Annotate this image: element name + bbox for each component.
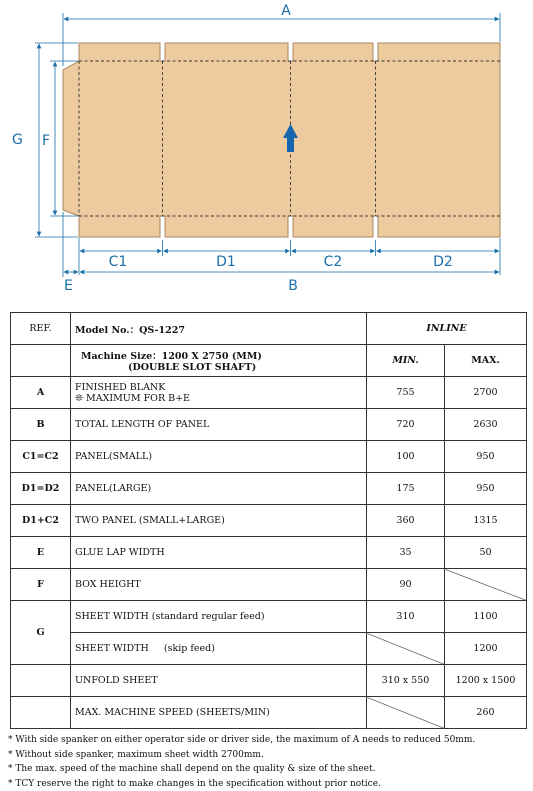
ref-cell: C1=C2: [11, 441, 71, 473]
footnote: * TCY reserve the right to make changes in the specification without prior notice.: [8, 777, 528, 791]
min-header: MIN.: [367, 345, 445, 377]
box-blank-diagram: [0, 0, 533, 300]
ref-header: REF.: [11, 313, 71, 345]
machine-size: Machine Size：1200 X 2750 (MM) (DOUBLE SLOT SHAFT): [71, 345, 367, 377]
table-row: [11, 697, 527, 729]
model-number: Model No.：QS-1227: [71, 313, 367, 345]
table-row: [11, 409, 527, 441]
ref-cell: E: [11, 537, 71, 569]
desc-cell: MAX. MACHINE SPEED (SHEETS/MIN): [71, 697, 367, 729]
ref-cell: [11, 697, 71, 729]
min-cell: 175: [367, 473, 445, 505]
desc-cell: SHEET WIDTH (skip feed): [71, 633, 367, 665]
min-cell: 100: [367, 441, 445, 473]
max-header: MAX.: [445, 345, 527, 377]
max-cell: 1100: [445, 601, 527, 633]
label-f: F: [42, 133, 50, 149]
table-row: [11, 537, 527, 569]
table-row: [11, 505, 527, 537]
label-d1: D1: [216, 254, 236, 270]
footnote: * With side spanker on either operator side or driver side, the maximum of A needs to reduced 50mm.: [8, 733, 528, 748]
table-row: [11, 441, 527, 473]
min-cell-na: [367, 697, 445, 729]
desc-cell: GLUE LAP WIDTH: [71, 537, 367, 569]
max-cell: 50: [445, 537, 527, 569]
min-cell: 310 x 550: [367, 665, 445, 697]
min-cell: 310: [367, 601, 445, 633]
max-cell: 950: [445, 441, 527, 473]
min-cell: 360: [367, 505, 445, 537]
table-row: [11, 633, 527, 665]
min-cell: 720: [367, 409, 445, 441]
max-cell: 1200: [445, 633, 527, 665]
ref-cell: F: [11, 569, 71, 601]
ref-cell: G: [11, 601, 71, 665]
ref-cell: D1+C2: [11, 505, 71, 537]
table-row: [11, 377, 527, 409]
footnotes: [8, 733, 528, 791]
label-e: E: [64, 278, 73, 294]
desc-cell: BOX HEIGHT: [71, 569, 367, 601]
max-cell: 2630: [445, 409, 527, 441]
min-cell: 755: [367, 377, 445, 409]
inline-header: INLINE: [367, 313, 527, 345]
desc-cell: TWO PANEL (SMALL+LARGE): [71, 505, 367, 537]
min-cell: 35: [367, 537, 445, 569]
desc-cell: PANEL(LARGE): [71, 473, 367, 505]
table-row: [11, 601, 527, 633]
ref-cell: A: [11, 377, 71, 409]
min-cell: 90: [367, 569, 445, 601]
table-row: [11, 665, 527, 697]
table-row: [11, 569, 527, 601]
specification-table: [10, 312, 527, 729]
max-cell-na: [445, 569, 527, 601]
max-cell: 2700: [445, 377, 527, 409]
label-b: B: [288, 278, 298, 294]
label-d2: D2: [433, 254, 453, 270]
corrugated-blank: [63, 43, 500, 237]
max-cell: 1200 x 1500: [445, 665, 527, 697]
label-c2: C2: [324, 254, 343, 270]
label-g: G: [12, 132, 23, 148]
header-row-model: [11, 313, 527, 345]
ref-cell: [11, 665, 71, 697]
ref-cell: B: [11, 409, 71, 441]
footnote: * The max. speed of the machine shall depend on the quality & size of the sheet.: [8, 762, 528, 777]
footnote: * Without side spanker, maximum sheet width 2700mm.: [8, 748, 528, 763]
desc-cell: PANEL(SMALL): [71, 441, 367, 473]
max-cell: 260: [445, 697, 527, 729]
label-c1: C1: [109, 254, 128, 270]
desc-cell: FINISHED BLANK ❊ MAXIMUM FOR B+E: [71, 377, 367, 409]
max-cell: 1315: [445, 505, 527, 537]
max-cell: 950: [445, 473, 527, 505]
header-row-size: [11, 345, 527, 377]
min-cell-na: [367, 633, 445, 665]
table-row: [11, 473, 527, 505]
desc-cell: UNFOLD SHEET: [71, 665, 367, 697]
ref-cell: D1=D2: [11, 473, 71, 505]
desc-cell: TOTAL LENGTH OF PANEL: [71, 409, 367, 441]
desc-cell: SHEET WIDTH (standard regular feed): [71, 601, 367, 633]
label-a: A: [281, 3, 291, 19]
